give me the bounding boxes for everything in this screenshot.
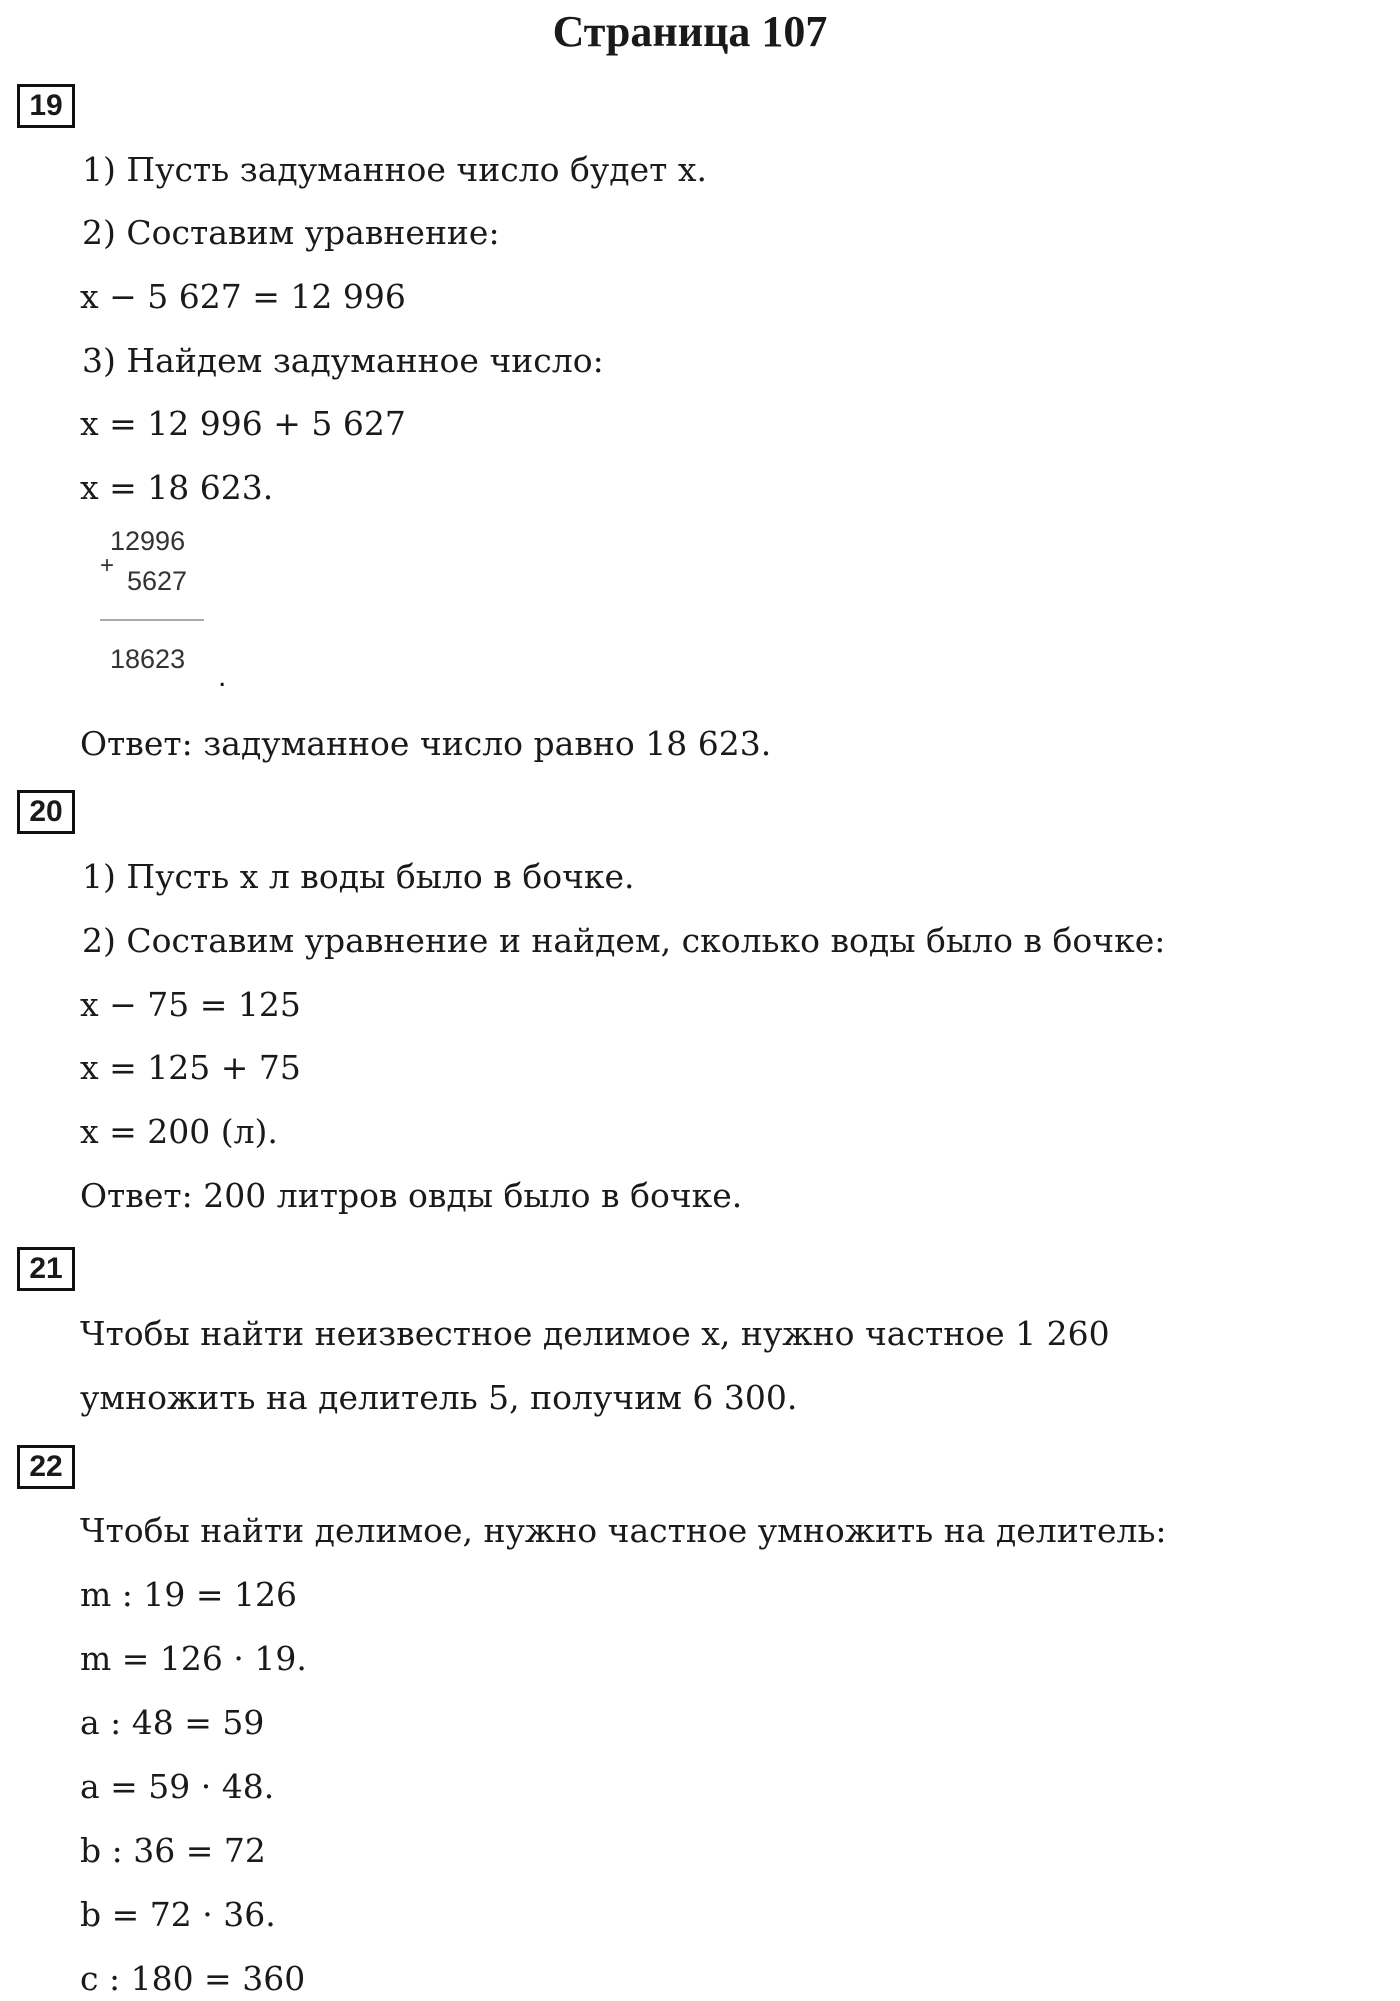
task-20-line-2: 2) Составим уравнение и найдем, сколько воды было в бочке: [82,921,1166,960]
sum: 18623 [110,644,186,674]
task-20-line-1: 1) Пусть x л воды было в бочке. [82,857,635,896]
task-number-22: 22 [17,1445,75,1489]
task-number-19: 19 [17,84,75,128]
task-number-21: 21 [17,1247,75,1291]
addend-2: 5627 [127,566,188,596]
task-19-solution-result: x = 18 623. [80,468,274,507]
task-21-line-1: Чтобы найти неизвестное делимое x, нужно частное 1 260 [80,1314,1110,1353]
task-22-equation-m: m : 19 = 126 [80,1575,297,1614]
task-19-solution-step: x = 12 996 + 5 627 [80,404,406,443]
task-22-line-1: Чтобы найти делимое, нужно частное умножить на делитель: [80,1511,1167,1550]
task-19-answer: Ответ: задуманное число равно 18 623. [80,724,772,763]
column-addition [100,526,260,693]
task-20-solution-result: x = 200 (л). [80,1112,278,1151]
addend-1: 12996 [110,526,186,556]
task-22-solution-a: a = 59 · 48. [80,1767,275,1806]
task-19-line-1: 1) Пусть задуманное число будет x. [82,150,707,189]
task-20-solution-step: x = 125 + 75 [80,1048,301,1087]
task-number-20: 20 [17,790,75,834]
task-20-equation: x − 75 = 125 [80,985,301,1024]
task-19-equation: x − 5 627 = 12 996 [80,277,406,316]
sum-dot: . [218,660,227,693]
task-22-equation-a: a : 48 = 59 [80,1703,265,1742]
plus-sign: + [100,552,115,579]
task-19-line-3: 3) Найдем задуманное число: [82,341,604,380]
page-title: Страница 107 [552,7,828,56]
task-22-equation-c: c : 180 = 360 [80,1959,306,1998]
task-22-solution-b: b = 72 · 36. [80,1895,276,1934]
task-20-answer: Ответ: 200 литров овды было в бочке. [80,1176,743,1215]
sum-line [100,619,204,621]
task-22-equation-b: b : 36 = 72 [80,1831,266,1870]
task-21-line-2: умножить на делитель 5, получим 6 300. [80,1378,798,1417]
task-22-solution-m: m = 126 · 19. [80,1639,307,1678]
task-19-line-2: 2) Составим уравнение: [82,213,500,252]
